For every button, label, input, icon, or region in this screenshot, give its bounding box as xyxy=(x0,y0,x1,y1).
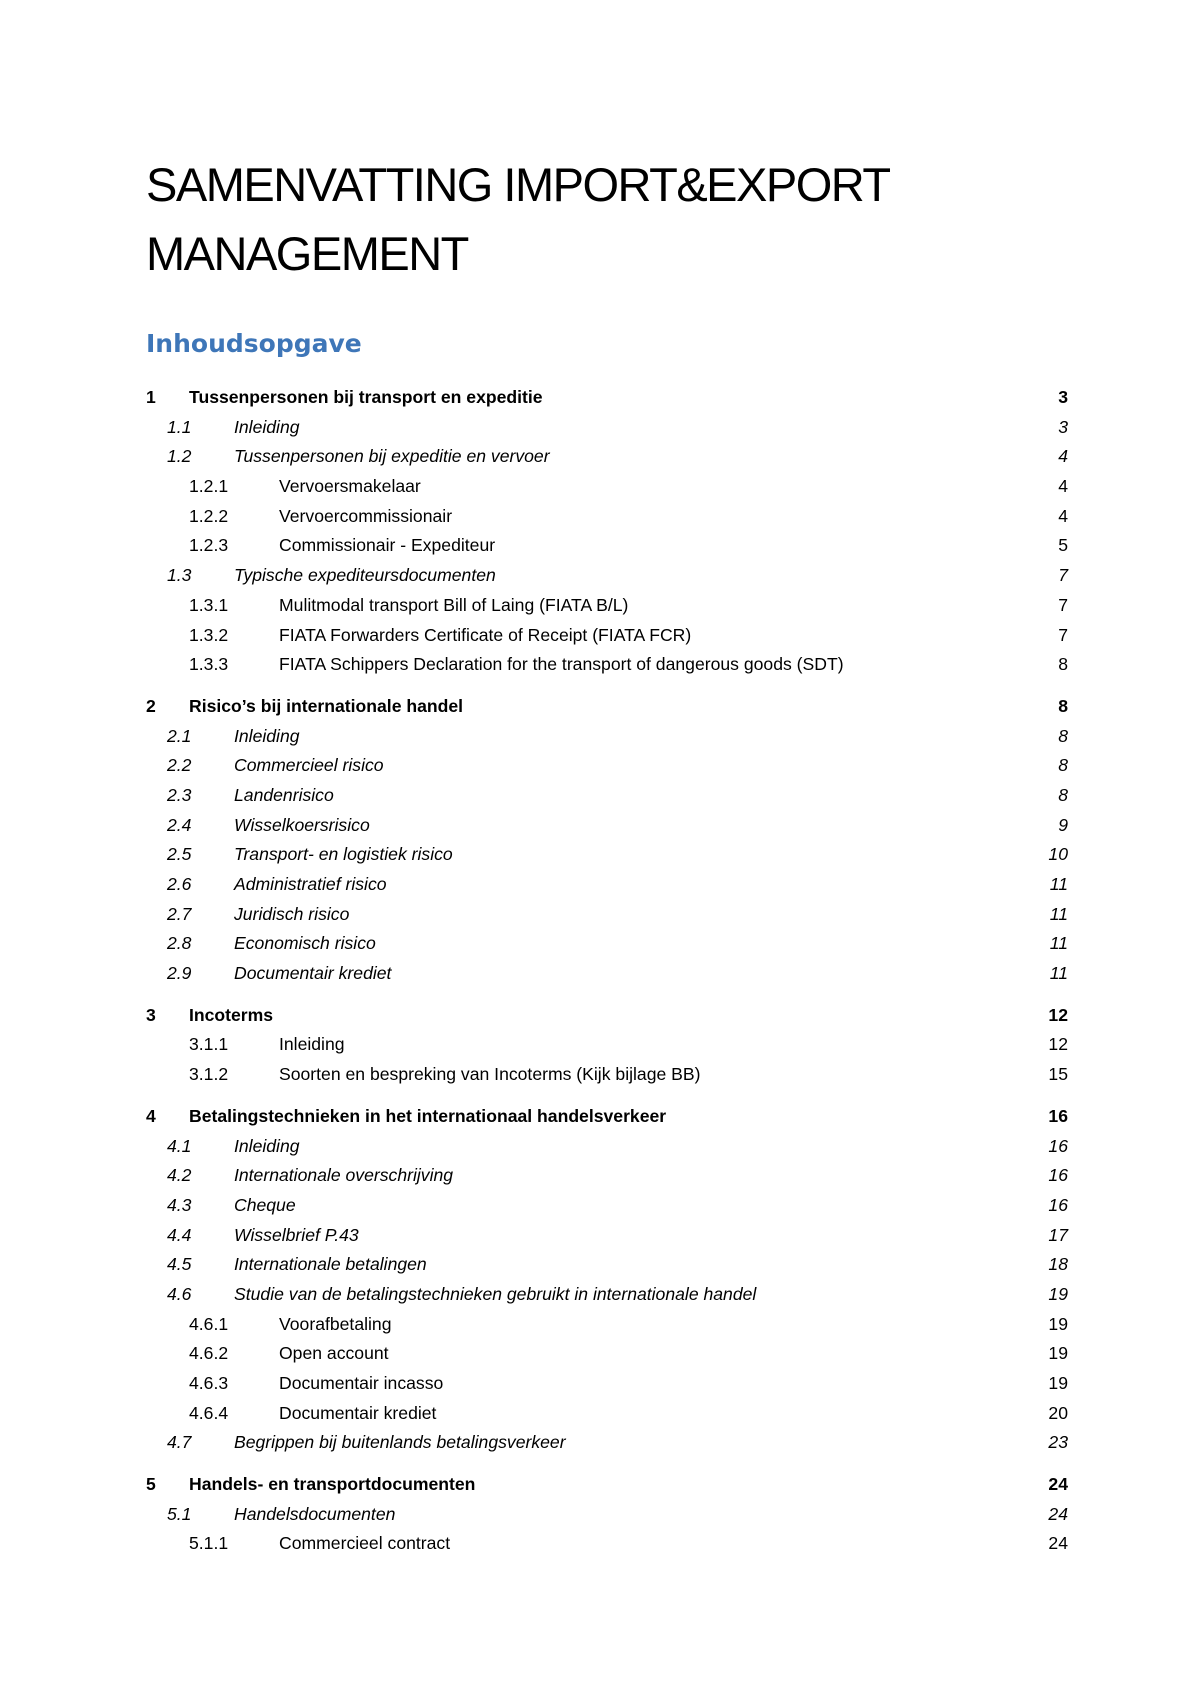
toc-entry-label[interactable]: Voorafbetaling xyxy=(279,1313,392,1334)
toc-entry-number: 1.2.3 xyxy=(189,535,229,556)
toc-entry-number: 2.7 xyxy=(167,903,192,924)
toc-entry-label[interactable]: Administratief risico xyxy=(234,874,387,894)
toc-entry-label[interactable]: Inleiding xyxy=(234,725,300,746)
toc-entry-label[interactable]: Begrippen bij buitenlands betalingsverkeer xyxy=(234,1432,566,1453)
toc-entry[interactable] xyxy=(0,1280,1200,1310)
toc-entry-number: 2.9 xyxy=(167,963,192,984)
toc-entry-page-number[interactable]: 17 xyxy=(1048,1224,1068,1245)
toc-entry-number: 5.1.1 xyxy=(189,1533,229,1554)
toc-entry-page-number[interactable]: 12 xyxy=(1048,1034,1068,1055)
toc-entry-label[interactable]: Internationale betalingen xyxy=(234,1254,427,1275)
toc-entry[interactable] xyxy=(0,1161,1200,1191)
toc-entry-label[interactable]: Transport- en logistiek risico xyxy=(234,844,453,865)
toc-entry-number: 2.2 xyxy=(167,755,192,776)
toc-entry-page-number[interactable]: 3 xyxy=(1058,387,1068,407)
toc-entry[interactable] xyxy=(0,561,1200,591)
toc-entry-number: 1 xyxy=(146,387,156,407)
toc-entry[interactable] xyxy=(0,472,1200,502)
toc-entry[interactable] xyxy=(0,1060,1200,1090)
toc-entry[interactable] xyxy=(0,502,1200,532)
toc-entry[interactable] xyxy=(0,1191,1200,1221)
toc-entry-page-number[interactable]: 8 xyxy=(1058,695,1068,716)
toc-entry-number: 4.4 xyxy=(167,1224,192,1245)
toc-entry[interactable] xyxy=(0,900,1200,930)
toc-entry-page-number[interactable]: 16 xyxy=(1048,1194,1068,1215)
toc-entry-label[interactable]: Commercieel contract xyxy=(279,1533,451,1554)
toc-entry-page-number[interactable]: 9 xyxy=(1058,814,1068,835)
toc-entry[interactable] xyxy=(0,1428,1200,1458)
toc-entry-number: 1.1 xyxy=(167,416,192,437)
toc-entry[interactable] xyxy=(0,1250,1200,1280)
toc-entry-number: 3.1.2 xyxy=(189,1064,229,1085)
toc-entry-page-number[interactable]: 8 xyxy=(1058,725,1068,746)
toc-entry-number: 1.3.2 xyxy=(189,624,229,645)
toc-entry-page-number[interactable]: 8 xyxy=(1058,755,1068,776)
toc-entry-page-number[interactable]: 19 xyxy=(1048,1373,1068,1393)
toc-entry-label[interactable]: Vervoersmakelaar xyxy=(279,476,421,497)
toc-entry-label[interactable]: Mulitmodal transport Bill of Laing (FIATA B/L) xyxy=(279,594,629,615)
toc-entry-number: 3 xyxy=(146,1004,156,1025)
toc-entry-page-number[interactable]: 12 xyxy=(1048,1004,1068,1025)
toc-entry-page-number[interactable]: 7 xyxy=(1058,565,1068,586)
toc-entry-label[interactable]: Handelsdocumenten xyxy=(234,1503,396,1524)
toc-entry-label[interactable]: Documentair krediet xyxy=(234,963,392,984)
toc-entry-number: 4.6.3 xyxy=(189,1373,229,1393)
toc-entry[interactable] xyxy=(0,650,1200,680)
toc-entry-label[interactable]: Risico’s bij internationale handel xyxy=(189,695,464,716)
toc-entry-page-number[interactable]: 3 xyxy=(1058,416,1068,437)
toc-entry-page-number[interactable]: 11 xyxy=(1049,874,1068,894)
toc-entry[interactable] xyxy=(0,621,1200,651)
toc-entry-label[interactable]: Commercieel risico xyxy=(234,755,384,776)
toc-entry-number: 2.4 xyxy=(167,814,192,835)
toc-entry[interactable] xyxy=(0,1102,1200,1132)
toc-entry-label[interactable]: Studie van de betalingstechnieken gebruikt in internationale handel xyxy=(234,1283,757,1304)
toc-entry[interactable] xyxy=(0,1369,1200,1399)
toc-entry-label[interactable]: Wisselbrief P.43 xyxy=(234,1224,359,1245)
document-title-line-1: SAMENVATTING IMPORT&EXPORT xyxy=(146,158,890,211)
toc-entry-number: 4.5 xyxy=(167,1254,192,1275)
toc-entry[interactable] xyxy=(0,811,1200,841)
toc-entry[interactable] xyxy=(0,1310,1200,1340)
toc-entry-page-number[interactable]: 4 xyxy=(1058,446,1068,467)
toc-entry-label[interactable]: Juridisch risico xyxy=(234,903,350,924)
toc-entry-number: 1.2.1 xyxy=(189,476,229,497)
toc-entry-page-number[interactable]: 24 xyxy=(1048,1474,1068,1495)
toc-entry[interactable] xyxy=(0,929,1200,959)
toc-entry-number: 2.1 xyxy=(167,725,192,746)
toc-entry-page-number[interactable]: 5 xyxy=(1058,535,1068,556)
toc-entry-label[interactable]: FIATA Forwarders Certificate of Receipt (FIATA FCR) xyxy=(279,624,692,645)
toc-entry-page-number[interactable]: 19 xyxy=(1048,1343,1068,1364)
toc-entry-number: 1.2.2 xyxy=(189,505,229,526)
toc-entry-number: 4.1 xyxy=(167,1135,192,1156)
toc-entry-label[interactable]: Incoterms xyxy=(189,1004,274,1025)
toc-entry[interactable] xyxy=(0,1001,1200,1031)
toc-entry-page-number[interactable]: 7 xyxy=(1058,594,1068,615)
toc-entry-page-number[interactable]: 24 xyxy=(1048,1533,1068,1554)
toc-entry-page-number[interactable]: 7 xyxy=(1058,624,1068,645)
toc-entry[interactable] xyxy=(0,383,1200,413)
toc-entry[interactable] xyxy=(0,591,1200,621)
toc-entry[interactable] xyxy=(0,1339,1200,1369)
toc-entry-number: 1.2 xyxy=(167,446,192,467)
toc-entry-label[interactable]: Handels- en transportdocumenten xyxy=(189,1474,476,1495)
toc-entry-number: 1.3.3 xyxy=(189,654,229,675)
toc-entry[interactable] xyxy=(0,722,1200,752)
toc-entry-page-number[interactable]: 10 xyxy=(1048,844,1068,865)
toc-entry-label[interactable]: Tussenpersonen bij expeditie en vervoer xyxy=(234,446,550,467)
toc-entry-label[interactable]: Cheque xyxy=(234,1194,296,1215)
toc-heading: Inhoudsopgave xyxy=(146,329,362,358)
toc-entry[interactable] xyxy=(0,1221,1200,1251)
toc-entry-page-number[interactable]: 20 xyxy=(1048,1402,1068,1423)
toc-entry[interactable] xyxy=(0,1470,1200,1500)
toc-entry-label[interactable]: Landenrisico xyxy=(234,784,334,805)
toc-entry-number: 2.3 xyxy=(167,784,192,805)
toc-entry-number: 2.8 xyxy=(167,933,192,954)
toc-entry-number: 4 xyxy=(146,1105,156,1126)
toc-entry[interactable] xyxy=(0,1132,1200,1162)
toc-entry-number: 1.3.1 xyxy=(189,594,229,615)
toc-entry[interactable] xyxy=(0,1399,1200,1429)
toc-entry-number: 1.3 xyxy=(167,565,192,586)
toc-entry-page-number[interactable]: 11 xyxy=(1049,933,1068,954)
toc-entry-number: 2.5 xyxy=(167,844,192,865)
toc-entry-label[interactable]: Vervoercommissionair xyxy=(279,505,453,526)
document-title-line-2: MANAGEMENT xyxy=(146,227,468,280)
toc-entry-page-number[interactable]: 16 xyxy=(1048,1135,1068,1156)
toc-entry-number: 4.7 xyxy=(167,1432,192,1453)
toc-entry-label[interactable]: Documentair incasso xyxy=(279,1373,444,1393)
toc-entry-label[interactable]: Typische expediteursdocumenten xyxy=(234,565,496,586)
toc-entry-page-number[interactable]: 19 xyxy=(1048,1283,1068,1304)
toc-entry-label[interactable]: Commissionair - Expediteur xyxy=(279,535,496,556)
toc-entry[interactable] xyxy=(0,1529,1200,1559)
toc-entry-page-number[interactable]: 16 xyxy=(1048,1105,1068,1126)
toc-entry-page-number[interactable]: 4 xyxy=(1058,476,1068,497)
toc-entry-label[interactable]: Inleiding xyxy=(279,1034,345,1055)
toc-entry-label[interactable]: Inleiding xyxy=(234,416,300,437)
toc-entry[interactable] xyxy=(0,781,1200,811)
toc-entry-number: 4.3 xyxy=(167,1194,192,1215)
toc-entry-label[interactable]: Open account xyxy=(279,1343,389,1364)
toc-entry-page-number[interactable]: 11 xyxy=(1049,903,1068,924)
toc-entry-label[interactable]: Inleiding xyxy=(234,1135,300,1156)
toc-entry[interactable] xyxy=(0,1030,1200,1060)
toc-entry[interactable] xyxy=(0,870,1200,900)
toc-entry-page-number[interactable]: 18 xyxy=(1048,1254,1068,1275)
toc-entry-number: 4.6.1 xyxy=(189,1313,229,1334)
toc-entry-label[interactable]: Internationale overschrijving xyxy=(234,1165,454,1186)
toc-entry[interactable] xyxy=(0,1500,1200,1530)
toc-entry-page-number[interactable]: 4 xyxy=(1058,505,1068,526)
toc-entry-number: 5.1 xyxy=(167,1503,192,1524)
toc-entry-page-number[interactable]: 8 xyxy=(1058,654,1068,675)
toc-entry-page-number[interactable]: 15 xyxy=(1048,1064,1068,1085)
toc-entry-label[interactable]: Tussenpersonen bij transport en expeditie xyxy=(189,387,543,407)
toc-entry-number: 3.1.1 xyxy=(189,1034,229,1055)
toc-entry[interactable] xyxy=(0,959,1200,989)
document-title xyxy=(146,150,1066,288)
toc-entry[interactable] xyxy=(0,413,1200,443)
toc-entry-number: 4.6.4 xyxy=(189,1402,229,1423)
toc-entry-page-number[interactable]: 19 xyxy=(1048,1313,1068,1334)
toc-entry-label[interactable]: FIATA Schippers Declaration for the transport of dangerous goods (SDT) xyxy=(279,654,844,675)
toc-entry-number: 4.6.2 xyxy=(189,1343,229,1364)
toc-entry-label[interactable]: Documentair krediet xyxy=(279,1402,437,1423)
toc-entry[interactable] xyxy=(0,840,1200,870)
toc-entry-number: 4.2 xyxy=(167,1165,192,1186)
toc-entry-page-number[interactable]: 8 xyxy=(1058,784,1068,805)
toc-entry-page-number[interactable]: 16 xyxy=(1048,1165,1068,1186)
toc-entry-number: 4.6 xyxy=(167,1283,192,1304)
toc-entry-label[interactable]: Wisselkoersrisico xyxy=(234,814,370,835)
toc-entry-page-number[interactable]: 23 xyxy=(1048,1432,1068,1453)
toc-entry-page-number[interactable]: 11 xyxy=(1049,963,1068,984)
toc-entry-page-number[interactable]: 24 xyxy=(1048,1503,1068,1524)
toc-entry-number: 5 xyxy=(146,1474,156,1495)
table-of-contents xyxy=(0,383,1200,1559)
toc-entry[interactable] xyxy=(0,751,1200,781)
toc-entry-number: 2 xyxy=(146,695,156,716)
toc-entry[interactable] xyxy=(0,692,1200,722)
toc-entry-label[interactable]: Soorten en bespreking van Incoterms (Kijk bijlage BB) xyxy=(279,1064,701,1085)
toc-entry[interactable] xyxy=(0,442,1200,472)
toc-entry-number: 2.6 xyxy=(167,874,192,894)
toc-entry-label[interactable]: Economisch risico xyxy=(234,933,376,954)
toc-entry-label[interactable]: Betalingstechnieken in het internationaal handelsverkeer xyxy=(189,1105,667,1126)
toc-entry[interactable] xyxy=(0,531,1200,561)
